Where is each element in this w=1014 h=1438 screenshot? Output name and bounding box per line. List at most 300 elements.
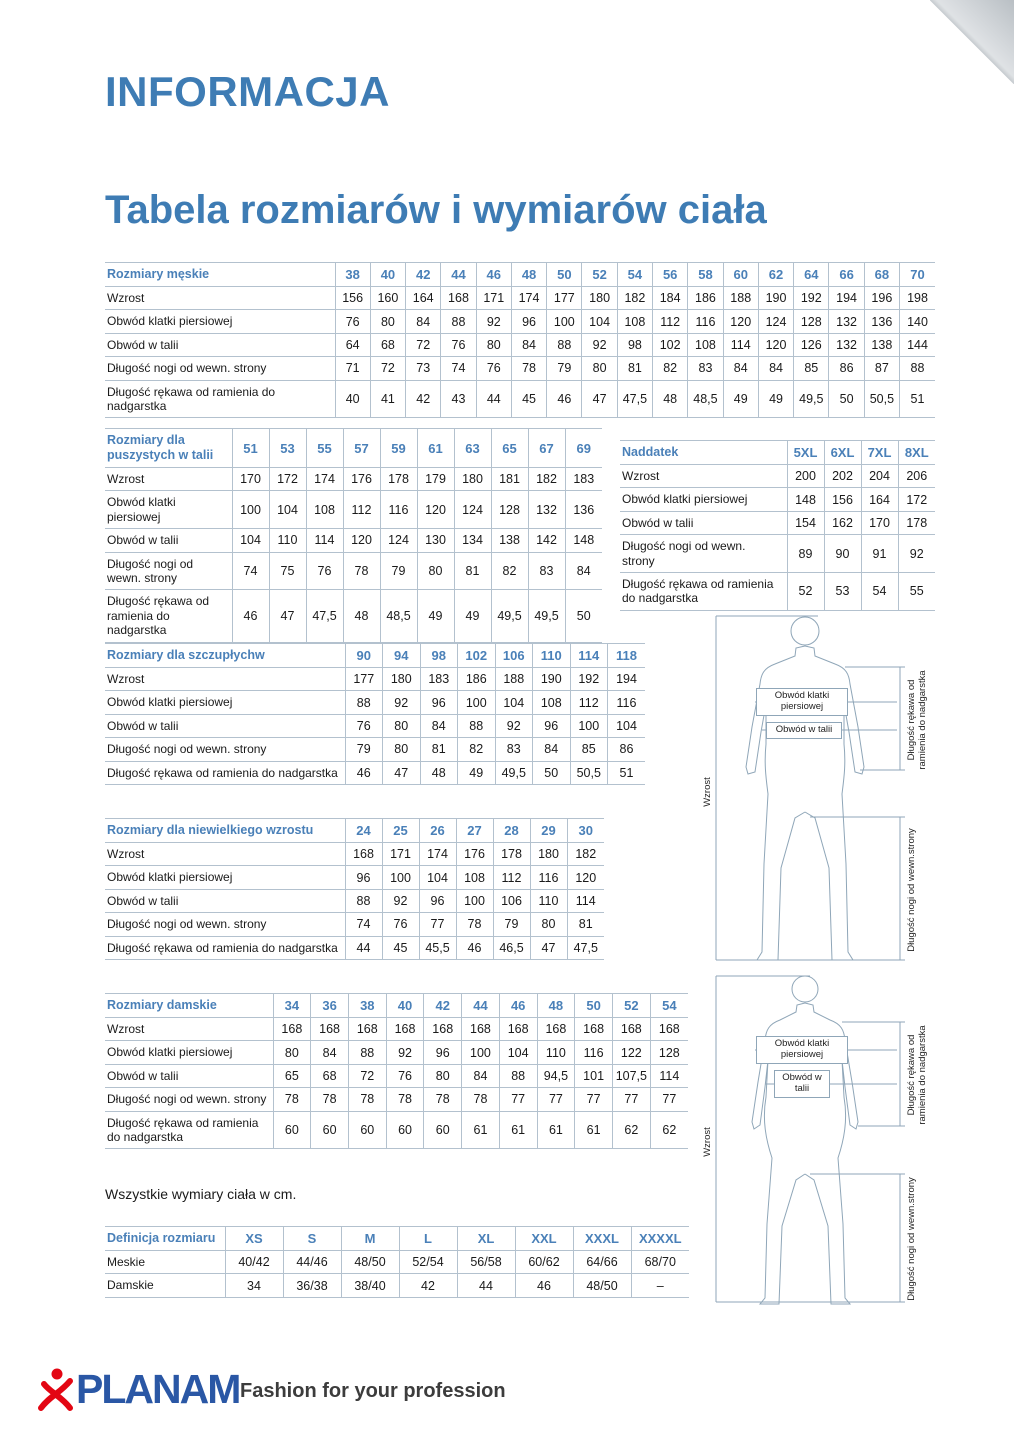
value-cell: 48/50: [341, 1251, 399, 1274]
value-cell: 54: [861, 572, 898, 610]
table-rozmiary-niewielkiego-wzrostu: [105, 818, 604, 960]
value-cell: 182: [528, 468, 565, 491]
header-row: [620, 441, 935, 465]
table-row: [105, 668, 645, 691]
value-cell: 124: [758, 310, 793, 333]
value-cell: 83: [688, 357, 723, 380]
row-label: Meskie: [105, 1251, 225, 1274]
row-label: Obwód klatki piersiowej: [105, 310, 335, 333]
table-definicja-rozmiaru: [105, 1226, 689, 1298]
header-row: [105, 1227, 689, 1251]
value-cell: 168: [537, 1018, 575, 1041]
table-title: Naddatek: [620, 441, 787, 465]
value-cell: 182: [617, 287, 652, 310]
table-row: [620, 572, 935, 610]
value-cell: 92: [582, 333, 617, 356]
value-cell: 48: [343, 590, 380, 642]
column-header: 59: [380, 429, 417, 468]
sleeve-measure-label: Długość rękawa od ramienia do nadgarstka: [906, 1025, 929, 1125]
value-cell: 107,5: [612, 1064, 650, 1087]
value-cell: 168: [273, 1018, 311, 1041]
value-cell: 168: [441, 287, 476, 310]
value-cell: 50: [565, 590, 602, 642]
column-header: 66: [829, 263, 864, 287]
column-header: 60: [723, 263, 758, 287]
value-cell: 180: [582, 287, 617, 310]
value-cell: 177: [547, 287, 582, 310]
value-cell: 68: [311, 1064, 349, 1087]
header-row: [105, 429, 602, 468]
value-cell: 96: [420, 691, 458, 714]
leg-measure-label: Długość nogi od wewn.strony: [906, 1177, 917, 1301]
value-cell: 180: [383, 668, 421, 691]
value-cell: 170: [861, 511, 898, 534]
footer-brand: [36, 1364, 239, 1414]
column-header: 52: [582, 263, 617, 287]
table-title: Rozmiary dla niewielkiego wzrostu: [105, 819, 345, 843]
column-header: XS: [225, 1227, 283, 1251]
row-label: Obwód klatki piersiowej: [620, 488, 787, 511]
value-cell: 132: [829, 333, 864, 356]
value-cell: 108: [533, 691, 571, 714]
value-cell: 84: [311, 1041, 349, 1064]
table-row: [105, 1018, 688, 1041]
value-cell: 104: [608, 714, 646, 737]
value-cell: 80: [370, 310, 405, 333]
table-row: [105, 333, 935, 356]
value-cell: 171: [382, 843, 419, 866]
column-header: 63: [454, 429, 491, 468]
value-cell: 186: [458, 668, 496, 691]
value-cell: 44: [476, 380, 511, 418]
value-cell: 84: [565, 552, 602, 590]
value-cell: 80: [424, 1064, 462, 1087]
value-cell: 49: [417, 590, 454, 642]
value-cell: 198: [900, 287, 936, 310]
height-measure-label: Wzrost: [702, 1127, 713, 1157]
column-header: 106: [495, 644, 533, 668]
value-cell: 92: [382, 889, 419, 912]
column-header: XXXL: [573, 1227, 631, 1251]
value-cell: 177: [345, 668, 383, 691]
value-cell: 138: [864, 333, 899, 356]
value-cell: 49: [758, 380, 793, 418]
value-cell: 120: [343, 529, 380, 552]
column-header: 58: [688, 263, 723, 287]
table-row: [105, 310, 935, 333]
column-header: 56: [653, 263, 688, 287]
value-cell: 104: [419, 866, 456, 889]
waist-measure-label: Obwód w talii: [774, 1070, 830, 1098]
value-cell: 174: [306, 468, 343, 491]
column-header: 24: [345, 819, 382, 843]
row-label: Obwód w talii: [105, 714, 345, 737]
value-cell: –: [631, 1274, 689, 1297]
row-label: Wzrost: [105, 668, 345, 691]
value-cell: 100: [382, 866, 419, 889]
value-cell: 174: [419, 843, 456, 866]
value-cell: 136: [864, 310, 899, 333]
value-cell: 168: [345, 843, 382, 866]
value-cell: 77: [499, 1088, 537, 1111]
row-label: Obwód klatki piersiowej: [105, 491, 232, 529]
value-cell: 88: [458, 714, 496, 737]
value-cell: 108: [617, 310, 652, 333]
value-cell: 92: [386, 1041, 424, 1064]
value-cell: 83: [528, 552, 565, 590]
female-measurement-diagram: [700, 972, 950, 1307]
value-cell: 49: [458, 761, 496, 784]
column-header: 40: [386, 994, 424, 1018]
value-cell: 47,5: [567, 936, 604, 959]
measurements-note: Wszystkie wymiary ciała w cm.: [105, 1186, 297, 1202]
value-cell: 116: [688, 310, 723, 333]
value-cell: 164: [406, 287, 441, 310]
column-header: 51: [232, 429, 269, 468]
table-row: [105, 380, 935, 418]
value-cell: 38/40: [341, 1274, 399, 1297]
value-cell: 184: [653, 287, 688, 310]
value-cell: 200: [787, 465, 824, 488]
value-cell: 104: [499, 1041, 537, 1064]
value-cell: 48,5: [380, 590, 417, 642]
table-row: [105, 913, 604, 936]
row-label: Długość nogi od wewn. strony: [620, 535, 787, 573]
table-title: Rozmiary dla szczupłychw: [105, 644, 345, 668]
value-cell: 98: [617, 333, 652, 356]
value-cell: 188: [495, 668, 533, 691]
column-header: 102: [458, 644, 496, 668]
table-row: [105, 738, 645, 761]
value-cell: 78: [456, 913, 493, 936]
value-cell: 42: [399, 1274, 457, 1297]
column-header: 55: [306, 429, 343, 468]
value-cell: 84: [723, 357, 758, 380]
value-cell: 49: [723, 380, 758, 418]
value-cell: 156: [824, 488, 861, 511]
value-cell: 134: [454, 529, 491, 552]
value-cell: 120: [723, 310, 758, 333]
value-cell: 92: [898, 535, 935, 573]
row-label: Wzrost: [620, 465, 787, 488]
value-cell: 88: [345, 691, 383, 714]
table-rozmiary-damskie: [105, 993, 688, 1149]
value-cell: 176: [343, 468, 380, 491]
column-header: 38: [335, 263, 370, 287]
value-cell: 168: [650, 1018, 688, 1041]
value-cell: 83: [495, 738, 533, 761]
value-cell: 79: [345, 738, 383, 761]
row-label: Długość rękawa od ramienia do nadgarstka: [105, 761, 345, 784]
value-cell: 132: [829, 310, 864, 333]
page-subtitle: Tabela rozmiarów i wymiarów ciała: [105, 188, 767, 232]
value-cell: 180: [530, 843, 567, 866]
value-cell: 44: [345, 936, 382, 959]
value-cell: 154: [787, 511, 824, 534]
value-cell: 82: [653, 357, 688, 380]
value-cell: 164: [861, 488, 898, 511]
value-cell: 77: [612, 1088, 650, 1111]
header-row: [105, 263, 935, 287]
table-rozmiary-puszystych: [105, 428, 602, 643]
value-cell: 100: [458, 691, 496, 714]
value-cell: 88: [348, 1041, 386, 1064]
value-cell: 88: [441, 310, 476, 333]
value-cell: 72: [370, 357, 405, 380]
value-cell: 84: [462, 1064, 500, 1087]
row-label: Długość rękawa od ramienia do nadgarstka: [105, 380, 335, 418]
value-cell: 78: [348, 1088, 386, 1111]
value-cell: 49,5: [491, 590, 528, 642]
value-cell: 44/46: [283, 1251, 341, 1274]
value-cell: 94,5: [537, 1064, 575, 1087]
header-row: [105, 819, 604, 843]
value-cell: 78: [424, 1088, 462, 1111]
value-cell: 204: [861, 465, 898, 488]
value-cell: 148: [787, 488, 824, 511]
column-header: 46: [499, 994, 537, 1018]
value-cell: 183: [420, 668, 458, 691]
value-cell: 62: [612, 1111, 650, 1149]
header-row: [105, 994, 688, 1018]
table-row: [105, 1064, 688, 1087]
row-label: Długość nogi od wewn. strony: [105, 357, 335, 380]
column-header: 50: [547, 263, 582, 287]
column-header: 38: [348, 994, 386, 1018]
value-cell: 73: [406, 357, 441, 380]
value-cell: 80: [383, 738, 421, 761]
value-cell: 128: [650, 1041, 688, 1064]
column-header: XXXXL: [631, 1227, 689, 1251]
value-cell: 50,5: [864, 380, 899, 418]
row-label: Długość rękawa od ramienia do nadgarstka: [620, 572, 787, 610]
column-header: L: [399, 1227, 457, 1251]
value-cell: 120: [417, 491, 454, 529]
value-cell: 44: [457, 1274, 515, 1297]
table-row: [105, 691, 645, 714]
value-cell: 84: [758, 357, 793, 380]
value-cell: 183: [565, 468, 602, 491]
planam-figure-icon: [36, 1366, 76, 1412]
value-cell: 77: [575, 1088, 613, 1111]
value-cell: 78: [386, 1088, 424, 1111]
column-header: 5XL: [787, 441, 824, 465]
value-cell: 76: [386, 1064, 424, 1087]
value-cell: 77: [537, 1088, 575, 1111]
value-cell: 49: [454, 590, 491, 642]
value-cell: 46: [232, 590, 269, 642]
column-header: 65: [491, 429, 528, 468]
value-cell: 116: [530, 866, 567, 889]
column-header: 70: [900, 263, 936, 287]
table-row: [105, 1274, 689, 1297]
value-cell: 206: [898, 465, 935, 488]
value-cell: 178: [380, 468, 417, 491]
column-header: 48: [537, 994, 575, 1018]
value-cell: 48: [653, 380, 688, 418]
column-header: 30: [567, 819, 604, 843]
value-cell: 126: [794, 333, 829, 356]
value-cell: 182: [567, 843, 604, 866]
value-cell: 47,5: [306, 590, 343, 642]
column-header: 114: [570, 644, 608, 668]
brand-name: PLANAM: [76, 1365, 240, 1412]
table-rozmiary-meskie: [105, 262, 935, 418]
value-cell: 128: [491, 491, 528, 529]
value-cell: 46: [515, 1274, 573, 1297]
value-cell: 130: [417, 529, 454, 552]
value-cell: 120: [567, 866, 604, 889]
value-cell: 41: [370, 380, 405, 418]
column-header: XXL: [515, 1227, 573, 1251]
value-cell: 91: [861, 535, 898, 573]
value-cell: 86: [608, 738, 646, 761]
value-cell: 61: [499, 1111, 537, 1149]
column-header: XL: [457, 1227, 515, 1251]
value-cell: 202: [824, 465, 861, 488]
table-row: [105, 491, 602, 529]
value-cell: 108: [456, 866, 493, 889]
column-header: 98: [420, 644, 458, 668]
table-row: [105, 357, 935, 380]
table-row: [105, 287, 935, 310]
value-cell: 142: [528, 529, 565, 552]
value-cell: 100: [232, 491, 269, 529]
value-cell: 50: [829, 380, 864, 418]
male-measurement-diagram: [700, 612, 950, 967]
table-title: Rozmiary męskie: [105, 263, 335, 287]
value-cell: 80: [476, 333, 511, 356]
value-cell: 43: [441, 380, 476, 418]
value-cell: 108: [688, 333, 723, 356]
value-cell: 114: [306, 529, 343, 552]
column-header: 54: [617, 263, 652, 287]
value-cell: 60: [348, 1111, 386, 1149]
value-cell: 87: [864, 357, 899, 380]
column-header: 27: [456, 819, 493, 843]
value-cell: 60: [273, 1111, 311, 1149]
value-cell: 124: [454, 491, 491, 529]
value-cell: 47: [530, 936, 567, 959]
value-cell: 114: [567, 889, 604, 912]
row-label: Obwód klatki piersiowej: [105, 1041, 273, 1064]
value-cell: 72: [406, 333, 441, 356]
value-cell: 40/42: [225, 1251, 283, 1274]
value-cell: 85: [570, 738, 608, 761]
table-title: Rozmiary damskie: [105, 994, 273, 1018]
value-cell: 178: [898, 511, 935, 534]
column-header: 57: [343, 429, 380, 468]
row-label: Wzrost: [105, 287, 335, 310]
value-cell: 65: [273, 1064, 311, 1087]
value-cell: 92: [476, 310, 511, 333]
table-row: [620, 488, 935, 511]
value-cell: 74: [441, 357, 476, 380]
value-cell: 84: [420, 714, 458, 737]
table-title: Rozmiary dla puszystych w talii: [105, 429, 232, 468]
row-label: Obwód w talii: [105, 529, 232, 552]
value-cell: 76: [306, 552, 343, 590]
value-cell: 168: [424, 1018, 462, 1041]
value-cell: 128: [794, 310, 829, 333]
value-cell: 81: [420, 738, 458, 761]
value-cell: 108: [306, 491, 343, 529]
value-cell: 88: [547, 333, 582, 356]
value-cell: 89: [787, 535, 824, 573]
value-cell: 179: [417, 468, 454, 491]
row-label: Wzrost: [105, 1018, 273, 1041]
column-header: 26: [419, 819, 456, 843]
value-cell: 40: [335, 380, 370, 418]
column-header: 62: [758, 263, 793, 287]
value-cell: 60: [424, 1111, 462, 1149]
value-cell: 168: [348, 1018, 386, 1041]
value-cell: 168: [462, 1018, 500, 1041]
table-row: [105, 889, 604, 912]
table-row: [105, 590, 602, 642]
value-cell: 34: [225, 1274, 283, 1297]
value-cell: 49,5: [794, 380, 829, 418]
value-cell: 104: [232, 529, 269, 552]
value-cell: 68: [370, 333, 405, 356]
column-header: 36: [311, 994, 349, 1018]
value-cell: 81: [454, 552, 491, 590]
table-row: [105, 866, 604, 889]
value-cell: 194: [829, 287, 864, 310]
row-label: Wzrost: [105, 843, 345, 866]
value-cell: 112: [570, 691, 608, 714]
table-row: [105, 552, 602, 590]
value-cell: 47,5: [617, 380, 652, 418]
row-label: Obwód w talii: [105, 333, 335, 356]
value-cell: 76: [382, 913, 419, 936]
value-cell: 82: [491, 552, 528, 590]
value-cell: 75: [269, 552, 306, 590]
column-header: 25: [382, 819, 419, 843]
value-cell: 192: [794, 287, 829, 310]
value-cell: 190: [533, 668, 571, 691]
value-cell: 45: [382, 936, 419, 959]
value-cell: 79: [380, 552, 417, 590]
column-header: S: [283, 1227, 341, 1251]
value-cell: 116: [380, 491, 417, 529]
value-cell: 47: [269, 590, 306, 642]
value-cell: 100: [547, 310, 582, 333]
column-header: 50: [575, 994, 613, 1018]
value-cell: 80: [417, 552, 454, 590]
height-measure-label: Wzrost: [702, 777, 713, 807]
value-cell: 61: [575, 1111, 613, 1149]
value-cell: 81: [617, 357, 652, 380]
chest-measure-label: Obwód klatki piersiowej: [756, 1036, 848, 1064]
value-cell: 100: [570, 714, 608, 737]
value-cell: 76: [345, 714, 383, 737]
value-cell: 170: [232, 468, 269, 491]
value-cell: 80: [582, 357, 617, 380]
value-cell: 110: [269, 529, 306, 552]
column-header: 28: [493, 819, 530, 843]
column-header: 42: [424, 994, 462, 1018]
value-cell: 77: [419, 913, 456, 936]
value-cell: 47: [383, 761, 421, 784]
value-cell: 106: [493, 889, 530, 912]
column-header: 44: [441, 263, 476, 287]
value-cell: 78: [273, 1088, 311, 1111]
value-cell: 116: [608, 691, 646, 714]
value-cell: 80: [383, 714, 421, 737]
table-row: [105, 714, 645, 737]
value-cell: 176: [456, 843, 493, 866]
